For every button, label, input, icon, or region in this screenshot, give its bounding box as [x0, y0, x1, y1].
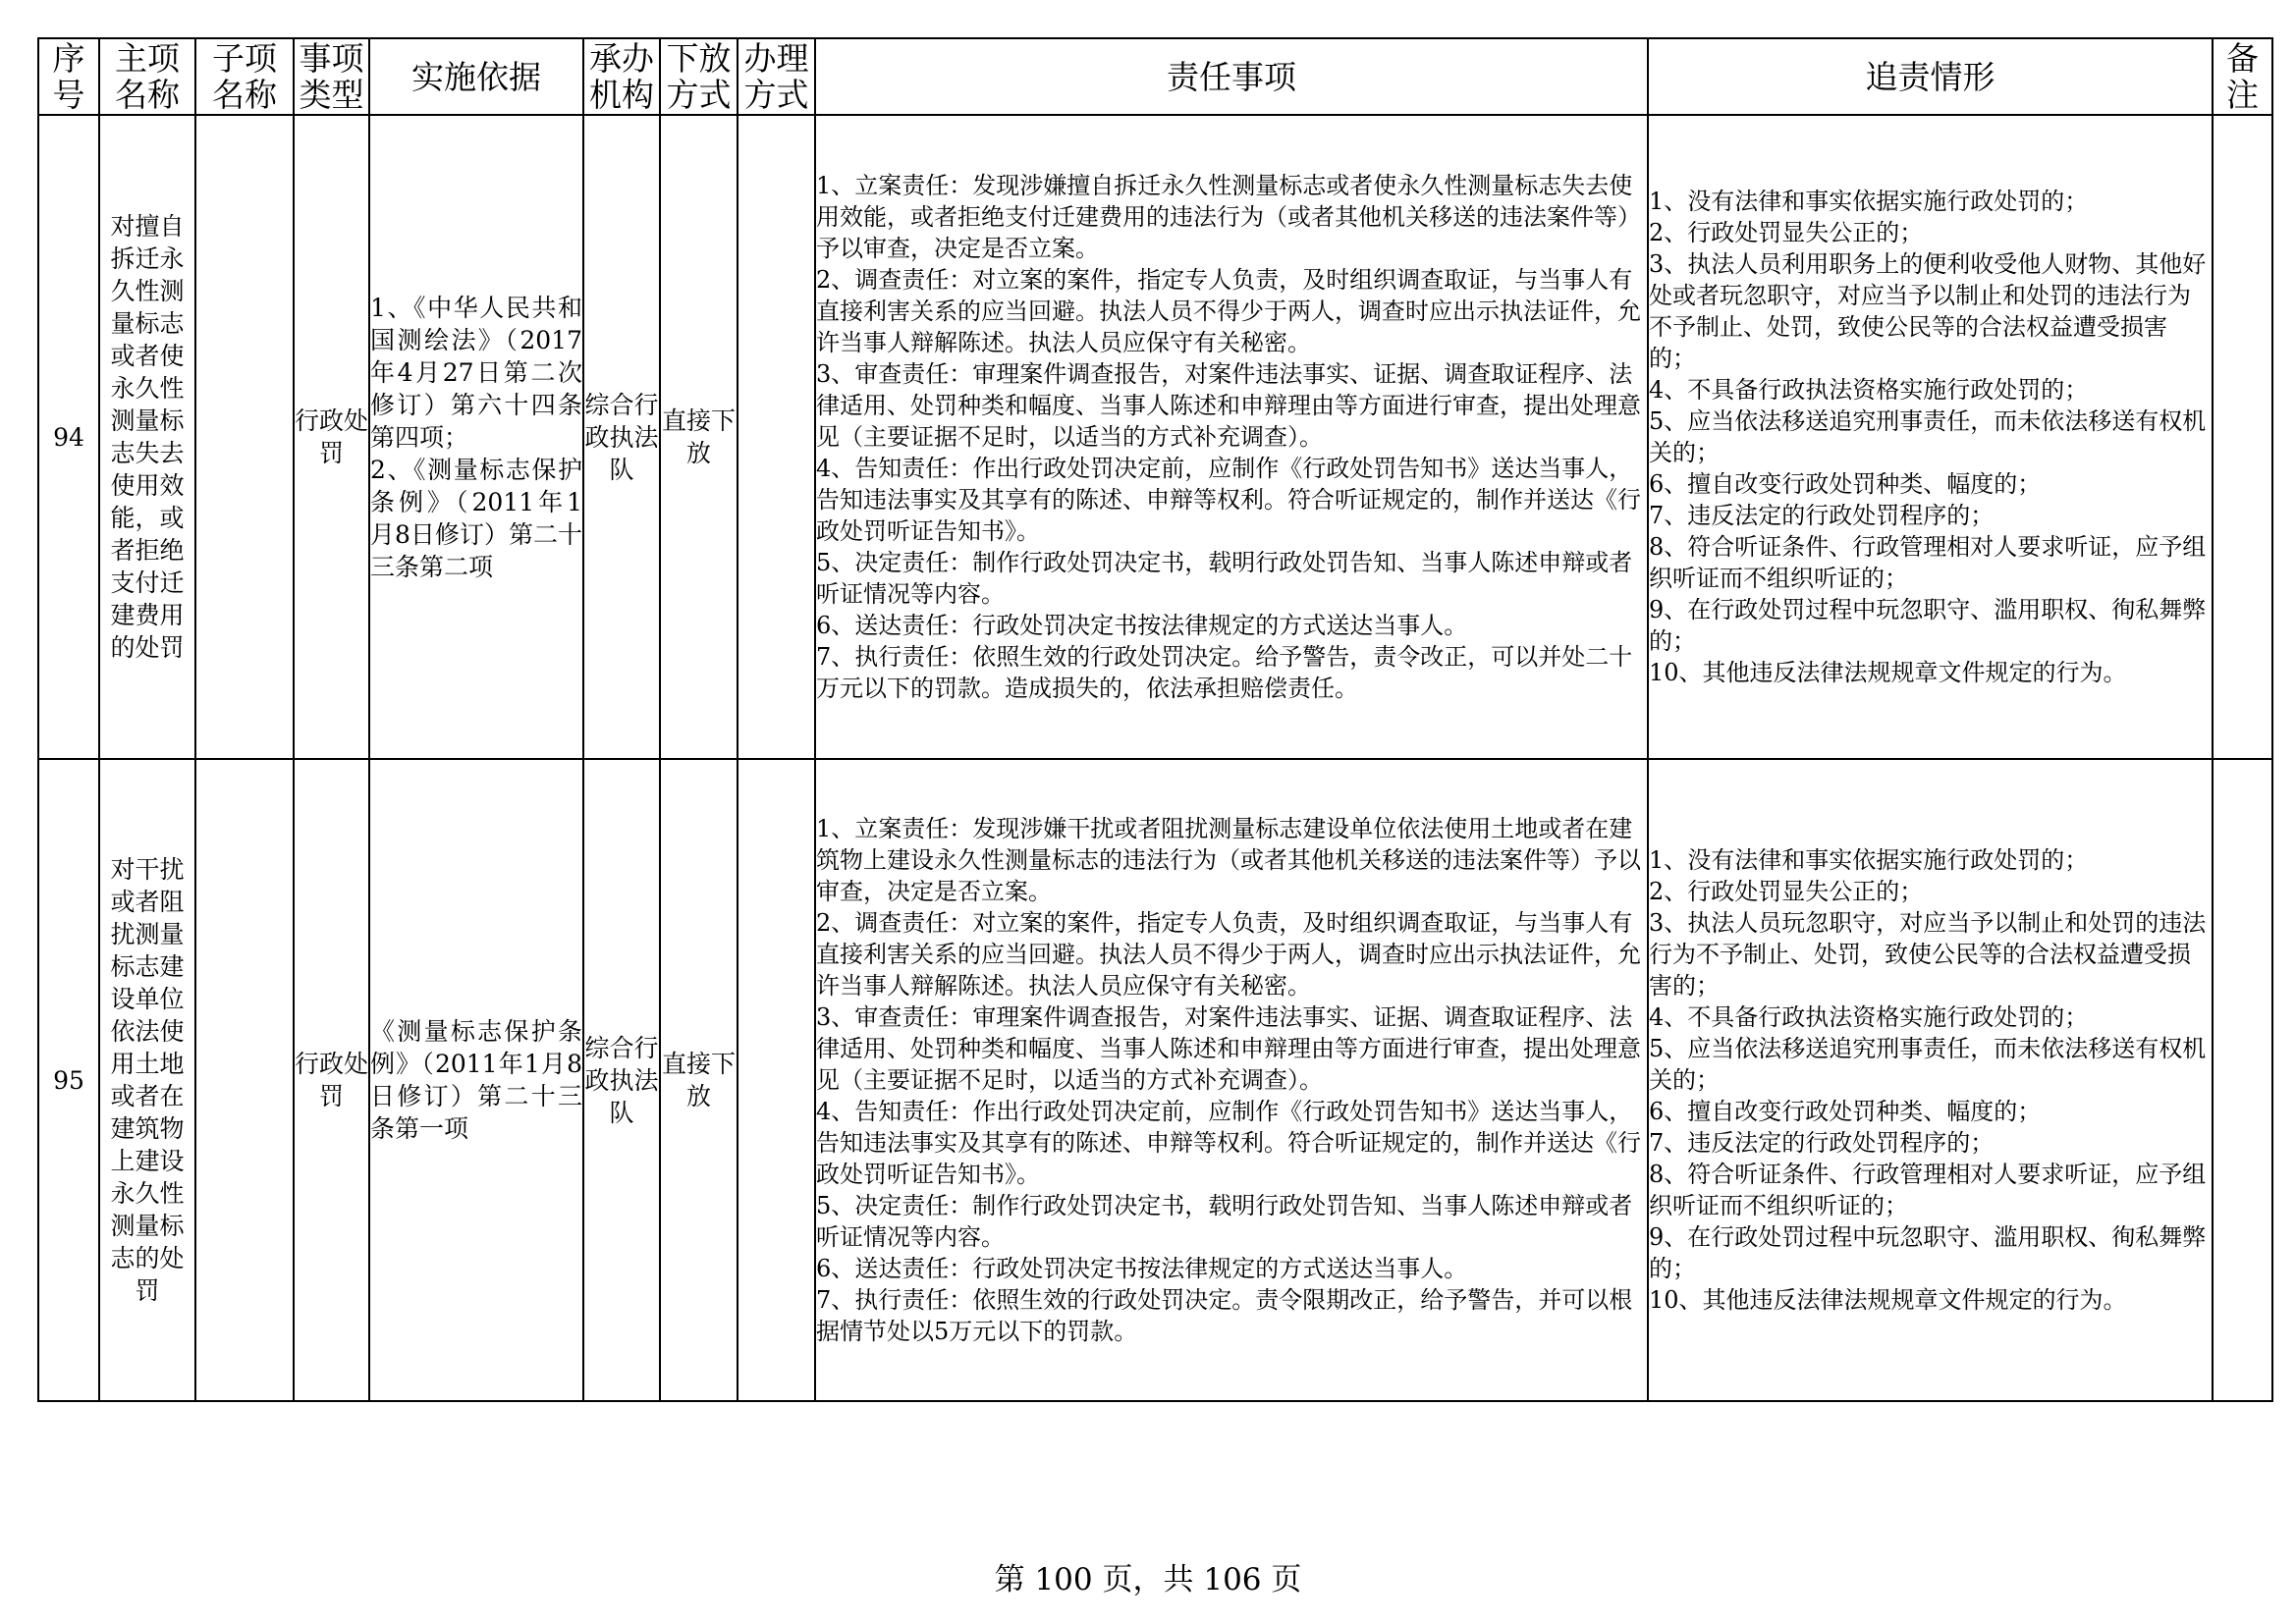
row-seq: 94: [38, 115, 99, 759]
table-row: [38, 759, 2272, 1401]
responsibility-item: 3、审查责任：审理案件调查报告，对案件违法事实、证据、调查取证程序、法律适用、处罚种类和幅度、当事人陈述和申辩理由等方面进行审查，提出处理意见（主要证据不足时，以适当的方式补充调查）。: [816, 1003, 1641, 1094]
row-remarks: [2213, 115, 2272, 759]
responsibility-item: 1、立案责任：发现涉嫌擅自拆迁永久性测量标志或者使永久性测量标志失去使用效能，或者拒绝支付迁建费用的违法行为（或者其他机关移送的违法案件等）予以审查，决定是否立案。: [816, 172, 1641, 262]
row-basis: 《测量标志保护条例》（2011年1月8日修订）第二十三条第一项: [369, 759, 583, 1401]
table-row: [38, 115, 2272, 759]
responsibility-item: 3、审查责任：审理案件调查报告，对案件违法事实、证据、调查取证程序、法律适用、处罚种类和幅度、当事人陈述和申辩理由等方面进行审查，提出处理意见（主要证据不足时，以适当的方式补充调查）。: [816, 360, 1641, 451]
accountability-item: 9、在行政处罚过程中玩忽职守、滥用职权、徇私舞弊的；: [1649, 1223, 2207, 1282]
row-responsibility: [815, 759, 1648, 1401]
accountability-item: 10、其他违反法律法规规章文件规定的行为。: [1649, 1286, 2127, 1314]
responsibility-item: 6、送达责任：行政处罚决定书按法律规定的方式送达当事人。: [816, 612, 1468, 639]
accountability-item: 4、不具备行政执法资格实施行政处罚的；: [1649, 376, 2089, 404]
row-sub-item: [195, 759, 294, 1401]
responsibility-item: 7、执行责任：依照生效的行政处罚决定。责令限期改正，给予警告，并可以根据情节处以5万元以下的罚款。: [816, 1286, 1633, 1345]
responsibility-item: 4、告知责任：作出行政处罚决定前，应制作《行政处罚告知书》送达当事人，告知违法事实及其享有的陈述、申辩等权利。符合听证规定的，制作并送达《行政处罚听证告知书》。: [816, 455, 1641, 545]
accountability-item: 4、不具备行政执法资格实施行政处罚的；: [1649, 1003, 2089, 1031]
header-responsibility: 责任事项: [815, 38, 1648, 115]
row-basis: 1、《中华人民共和国测绘法》（2017年4月27日第二次修订）第六十四条第四项； 2、《测量标志保护条例》（2011年1月8日修订）第二十三条第二项: [369, 115, 583, 759]
row-delegation: 直接下放: [660, 759, 738, 1401]
accountability-item: 3、执法人员玩忽职守，对应当予以制止和处罚的违法行为不予制止、处罚，致使公民等的合法权益遭受损害的；: [1649, 909, 2207, 1000]
header-seq: 序号: [38, 38, 99, 115]
row-agency: 综合行政执法队: [583, 115, 660, 759]
accountability-item: 2、行政处罚显失公正的；: [1649, 219, 1924, 246]
accountability-item: 5、应当依法移送追究刑事责任，而未依法移送有权机关的；: [1649, 1035, 2207, 1094]
row-agency: 综合行政执法队: [583, 759, 660, 1401]
accountability-item: 6、擅自改变行政处罚种类、幅度的；: [1649, 470, 2042, 498]
header-remarks: 备注: [2213, 38, 2272, 115]
accountability-item: 5、应当依法移送追究刑事责任，而未依法移送有权机关的；: [1649, 407, 2207, 466]
header-delegation: 下放方式: [660, 38, 738, 115]
accountability-item: 3、执法人员利用职务上的便利收受他人财物、其他好处或者玩忽职守，对应当予以制止和处罚的违法行为不予制止、处罚，致使公民等的合法权益遭受损害的；: [1649, 250, 2207, 372]
row-main-item: 对擅自拆迁永久性测量标志或者使永久性测量标志失去使用效能，或者拒绝支付迁建费用的处罚: [99, 115, 195, 759]
accountability-item: 1、没有法律和事实依据实施行政处罚的；: [1649, 188, 2089, 215]
accountability-item: 8、符合听证条件、行政管理相对人要求听证，应予组织听证而不组织听证的；: [1649, 533, 2207, 592]
header-main-item: 主项名称: [99, 38, 195, 115]
header-accountability: 追责情形: [1648, 38, 2213, 115]
row-type: 行政处罚: [294, 759, 369, 1401]
row-type: 行政处罚: [294, 115, 369, 759]
row-handling: [738, 115, 815, 759]
responsibility-item: 2、调查责任：对立案的案件，指定专人负责，及时组织调查取证，与当事人有直接利害关系的应当回避。执法人员不得少于两人，调查时应出示执法证件，允许当事人辩解陈述。执法人员应保守有关秘密。: [816, 266, 1641, 356]
accountability-item: 7、违反法定的行政处罚程序的；: [1649, 502, 1995, 529]
responsibility-item: 2、调查责任：对立案的案件，指定专人负责，及时组织调查取证，与当事人有直接利害关系的应当回避。执法人员不得少于两人，调查时应出示执法证件，允许当事人辩解陈述。执法人员应保守有关秘密。: [816, 909, 1641, 1000]
row-handling: [738, 759, 815, 1401]
header-handling: 办理方式: [738, 38, 815, 115]
row-delegation: 直接下放: [660, 115, 738, 759]
page-number: 第 100 页，共 106 页: [994, 1562, 1302, 1597]
responsibility-item: 5、决定责任：制作行政处罚决定书，载明行政处罚告知、当事人陈述申辩或者听证情况等内容。: [816, 549, 1633, 608]
responsibility-item: 5、决定责任：制作行政处罚决定书，载明行政处罚告知、当事人陈述申辩或者听证情况等内容。: [816, 1192, 1633, 1251]
accountability-item: 7、违反法定的行政处罚程序的；: [1649, 1129, 1995, 1157]
row-seq: 95: [38, 759, 99, 1401]
accountability-item: 8、符合听证条件、行政管理相对人要求听证，应予组织听证而不组织听证的；: [1649, 1161, 2207, 1219]
accountability-item: 2、行政处罚显失公正的；: [1649, 878, 1924, 905]
row-responsibility: [815, 115, 1648, 759]
responsibility-item: 7、执行责任：依照生效的行政处罚决定。给予警告，责令改正，可以并处二十万元以下的罚款。造成损失的，依法承担赔偿责任。: [816, 643, 1633, 702]
power-list-table: [37, 37, 2273, 1402]
responsibility-item: 4、告知责任：作出行政处罚决定前，应制作《行政处罚告知书》送达当事人，告知违法事实及其享有的陈述、申辩等权利。符合听证规定的，制作并送达《行政处罚听证告知书》。: [816, 1098, 1641, 1188]
row-accountability: [1648, 115, 2213, 759]
row-remarks: [2213, 759, 2272, 1401]
accountability-item: 6、擅自改变行政处罚种类、幅度的；: [1649, 1098, 2042, 1125]
row-main-item: 对干扰或者阻扰测量标志建设单位依法使用土地或者在建筑物上建设永久性测量标志的处罚: [99, 759, 195, 1401]
responsibility-item: 6、送达责任：行政处罚决定书按法律规定的方式送达当事人。: [816, 1255, 1468, 1282]
accountability-item: 10、其他违反法律法规规章文件规定的行为。: [1649, 659, 2127, 686]
header-type: 事项类型: [294, 38, 369, 115]
table-header-row: [38, 38, 2272, 115]
responsibility-item: 1、立案责任：发现涉嫌干扰或者阻扰测量标志建设单位依法使用土地或者在建筑物上建设永久性测量标志的违法行为（或者其他机关移送的违法案件等）予以审查，决定是否立案。: [816, 815, 1641, 905]
accountability-item: 1、没有法律和事实依据实施行政处罚的；: [1649, 846, 2089, 874]
header-agency: 承办机构: [583, 38, 660, 115]
header-sub-item: 子项名称: [195, 38, 294, 115]
row-accountability: [1648, 759, 2213, 1401]
header-basis: 实施依据: [369, 38, 583, 115]
accountability-item: 9、在行政处罚过程中玩忽职守、滥用职权、徇私舞弊的；: [1649, 596, 2207, 655]
row-sub-item: [195, 115, 294, 759]
